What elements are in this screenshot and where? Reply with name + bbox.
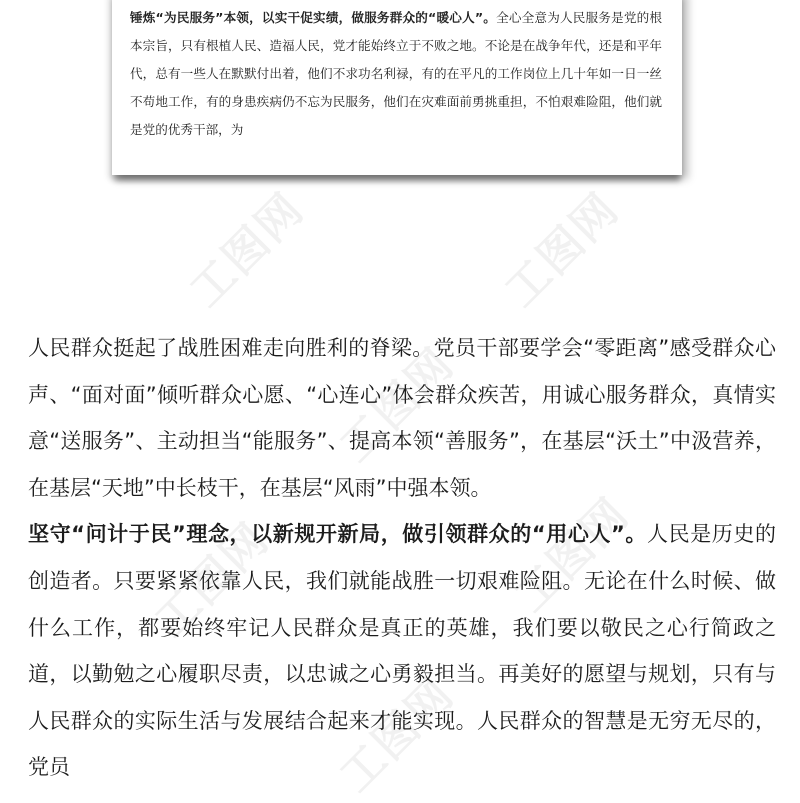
- paragraph-2-lead: 坚守“问计于民”理念，以新规开新局，做引领群众的“用心人”。: [28, 522, 648, 547]
- watermark: 工图网: [495, 183, 630, 318]
- paragraph-2: [28, 511, 776, 791]
- document-preview-card: [112, 0, 682, 175]
- watermark: 工图网: [330, 668, 465, 803]
- card-body-text: 全心全意为人民服务是党的根本宗旨，只有根植人民、造福人民，党才能始终立于不败之地。不论是在战争年代，还是和平年代，总有一些人在默默付出着，他们不求功名利禄，有的在平凡的工作岗位上几十年如一日一丝不苟地工作，有的身患疾病仍不忘为民服务，他们在灾难面前勇挑重担，不怕艰难险阻，他们就是党的优秀干部，为: [130, 10, 663, 137]
- card-lead-sentence: 锤炼“为民服务”本领，以实干促实绩，做服务群众的“暖心人”。: [130, 10, 497, 25]
- article-body: [28, 325, 776, 791]
- paragraph-2-text: 人民是历史的创造者。只要紧紧依靠人民，我们就能战胜一切艰难险阻。无论在什么时候、做什么工作，都要始终牢记人民群众是真正的英雄，我们要以敬民之心行简政之道，以勤勉之心履职尽责，以忠诚之心勇毅担当。再美好的愿望与规划，只有与人民群众的实际生活与发展结合起来才能实现。人民群众的智慧是无穷无尽的，党员: [28, 522, 776, 780]
- card-text: [130, 4, 662, 144]
- watermark: 工图网: [330, 338, 465, 473]
- watermark: 工图网: [180, 183, 315, 318]
- paragraph-1: 人民群众挺起了战胜困难走向胜利的脊梁。党员干部要学会“零距离”感受群众心声、“面对面”倾听群众心愿、“心连心”体会群众疾苦，用诚心服务群众，真情实意“送服务”、主动担当“能服务”、提高本领“善服务”，在基层“沃土”中汲营养，在基层“天地”中长枝干，在基层“风雨”中强本领。: [28, 336, 776, 500]
- card-paragraph: [130, 4, 662, 144]
- watermark: 工图网: [145, 513, 280, 648]
- watermark: 工图网: [505, 488, 640, 623]
